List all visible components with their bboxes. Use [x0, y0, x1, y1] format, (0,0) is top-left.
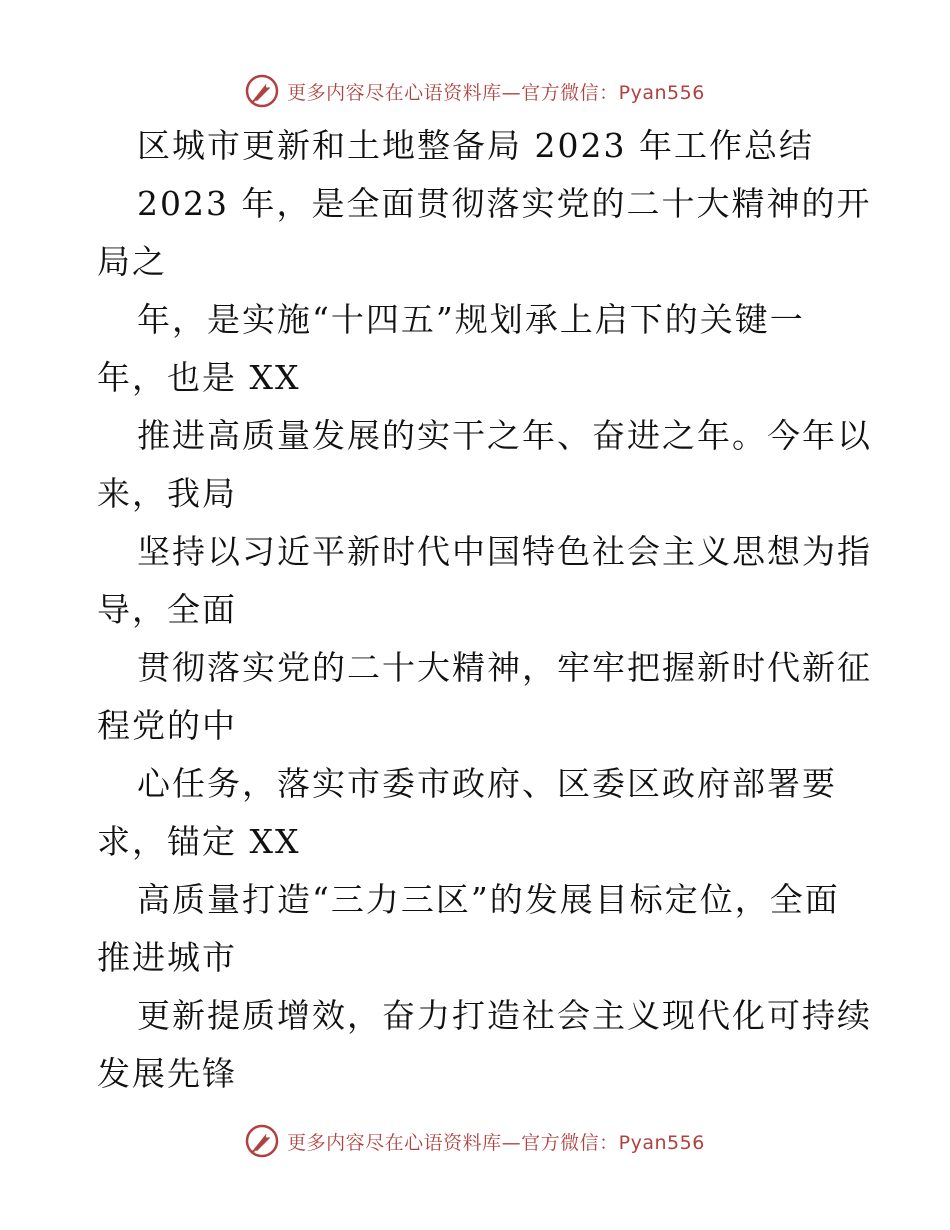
paragraph-line: 导，全面	[97, 590, 237, 629]
paragraph-line: 年，也是 XX	[97, 358, 301, 397]
paragraph-line: 求，锚定 XX	[97, 822, 301, 861]
document-body	[97, 117, 872, 1103]
paragraph-line: 2023 年，是全面贯彻落实党的二十大精神的开	[137, 184, 872, 223]
paragraph-line: 推进高质量发展的实干之年、奋进之年。今年以	[137, 416, 872, 455]
paragraph-line: 程党的中	[97, 706, 237, 745]
watermark-text: 更多内容尽在心语资料库—官方微信：Pyan556	[287, 81, 705, 104]
paragraph-line: 心任务，落实市委市政府、区委区政府部署要	[137, 764, 837, 803]
paragraph-line: 年，是实施“十四五”规划承上启下的关键一	[137, 300, 805, 339]
pen-nib-logo-icon	[245, 1124, 279, 1158]
paragraph-line: 贯彻落实党的二十大精神，牢牢把握新时代新征	[137, 648, 872, 687]
pen-nib-logo-icon	[245, 74, 279, 108]
paragraph-line: 高质量打造“三力三区”的发展目标定位，全面	[137, 880, 840, 919]
footer-watermark	[0, 1121, 950, 1161]
header-watermark	[0, 71, 950, 111]
paragraph-line: 发展先锋	[97, 1054, 237, 1093]
paragraph-line: 局之	[97, 242, 167, 281]
paragraph-line: 推进城市	[97, 938, 237, 977]
paragraph-line: 更新提质增效，奋力打造社会主义现代化可持续	[137, 996, 872, 1035]
paragraph-line: 来，我局	[97, 474, 237, 513]
paragraph-line: 坚持以习近平新时代中国特色社会主义思想为指	[137, 532, 872, 571]
watermark-text: 更多内容尽在心语资料库—官方微信：Pyan556	[287, 1131, 705, 1154]
document-title: 区城市更新和土地整备局 2023 年工作总结	[137, 126, 814, 165]
